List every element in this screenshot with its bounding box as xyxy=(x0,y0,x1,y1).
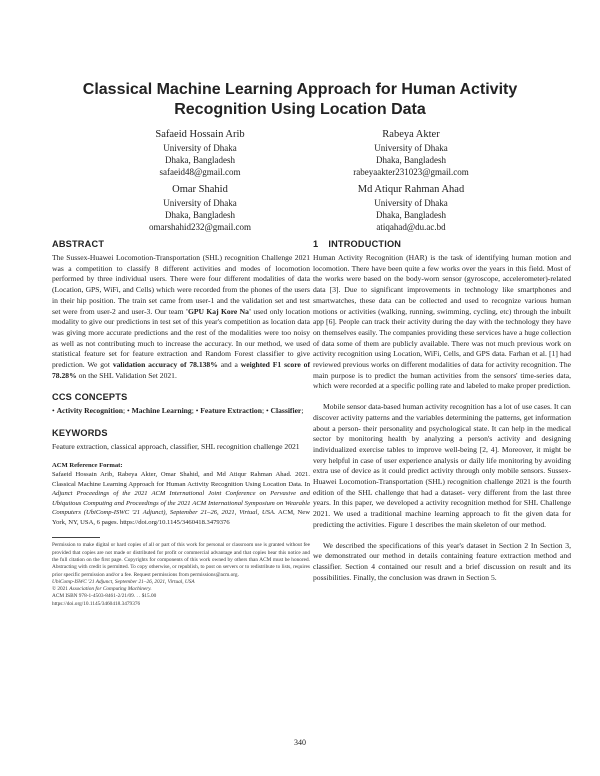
footnote-divider xyxy=(52,537,100,538)
left-column xyxy=(52,238,310,608)
author-email: safaeid48@gmail.com xyxy=(159,167,241,177)
intro-paragraph-1: Human Activity Recognition (HAR) is the task of identifying human motion and locomotion. There have been quite a few works over the years in this field. Most of the works were based on the body-worn sensor (gyroscope, accelerometer)-related data [3]. Due to significant improvements in technology like smartphones and smartwatches, these data can be collected and used to recognize various human motions or activities (walking, running, swimming, cycling, etc) through the inbuilt app [6]. People can track their activity during the day with the technology they have on themselves easily. The companies providing these services have a huge collection of data some of them are publicly available. There was not much previous work on activity recognition using Location, WiFi, Cells, and GPS data. Farhan et al. [1] had reviewed previous works on different modalities of data for activity recognition. The main purpose is to predict the human activities from the sensors' time-series data, which were recorded at a specific polling rate and labeled to make proper prediction. xyxy=(313,253,571,391)
introduction-heading: 1 INTRODUCTION xyxy=(313,239,402,249)
acm-reference: ACM Reference Format: Safaeid Hossain Arib, Rabeya Akter, Omar Shahid, and Md Atiqur Rahman Ahad. 2021. Classical Machine Learning Approach for Human Activity Recognition Using Location Data. In Adjunct Proceedings of the 2021 ACM International Joint Conference on Pervasive and Ubiquitous Computing and Proceedings of the 2021 ACM International Symposium on Wearable Computers (UbiComp-ISWC '21 Adjunct), September 21–26, 2021, Virtual, USA. ACM, New York, NY, USA, 6 pages. https://doi.org/10.1145/3460418.3479376 xyxy=(52,461,310,526)
author-email: atiqahad@du.ac.bd xyxy=(376,222,446,232)
weighted-f1: weighted F1 score of 78.28% xyxy=(52,360,310,380)
paper-title xyxy=(40,80,560,120)
author-affiliation: University of Dhaka xyxy=(163,143,237,153)
abstract-text: The Sussex-Huawei Locomotion-Transportation (SHL) recognition Challenge 2021 was a competition to classify 8 different activities and modes of locomotion performed by three individual users. There were four different modalities of data (Location, GPS, WiFi, and Cells) which were recorded from the phones of the users in their hip position. The train set came from user-1 and the validation set and test set were from user-2 and user-3. Our team 'GPU Kaj Kore Na' used only location modality to give our predictions in test set of this year's competition as location data was giving more accurate predictions and the rest of the modalities were too noisy as well as not contributing much to increase the accuracy. In our method, we used statistical feature set for feature extraction and Random Forest classifier to give prediction. We got validation accuracy of 78.138% and a weighted F1 score of 78.28% on the SHL Validation Set 2021. xyxy=(52,253,311,380)
intro-paragraph-2: Mobile sensor data-based human activity recognition has a lot of use cases. It can discover activity patterns and the variables determining the patterns, get information about a person- their personality and psychological state. It can help in the medical sector by monitoring health by analyzing a person's activity and designing individualized exercise tables to improve well-being [2, 4]. Moreover, it might be very helpful in case of user experience analysis or daily life monitoring by avoiding extra use of device as it could predict activity through only mobile sensors. Sussex-Huawei Locomotion-Transportation (SHL) recognition challenge 2021 is the fourth edition of the SHL challenge that had a dataset- very different from the last three years. In this paper, we developed a activity recognition method for SHL Challenge 2021. We used a traditional machine learning approach to fit the given data for predicting the activities. Figure 1 describes the main skeleton of our method. xyxy=(313,402,571,529)
author-name: Rabeya Akter xyxy=(382,129,440,140)
team-name: 'GPU Kaj Kore Na' xyxy=(185,306,252,316)
author-block-3 xyxy=(100,183,300,233)
author-block-2 xyxy=(311,128,511,178)
keywords-text: Feature extraction, classical approach, classifier, SHL recognition challenge 2021 xyxy=(52,442,300,452)
permission-footnote: Permission to make digital or hard copies of all or part of this work for personal or classroom use is granted without fee provided that copies are not made or distributed for profit or commercial advantage and that copies bear this notice and the full citation on the first page. Copyrights for components of this work owned by others than ACM must be honored. Abstracting with credit is permitted. To copy otherwise, or republish, to post on servers or to redistribute to lists, requires prior specific permission and/or a fee. Request permissions from permissions@acm.org. UbiComp-ISWC '21 Adjunct, September 21–26, 2021, Virtual, USA © 2021 Association for Computing Machinery. ACM ISBN 978-1-4503-8461-2/21/09. . . $15.00 https://doi.org/10.1145/3460418.3479376 xyxy=(52,542,310,607)
author-location: Dhaka, Bangladesh xyxy=(165,210,235,220)
author-block-4 xyxy=(311,183,511,233)
title-line-1: Classical Machine Learning Approach for Human Activity xyxy=(82,81,518,98)
ccs-concepts: • Activity Recognition; • Machine Learning; • Feature Extraction; • Classifier; xyxy=(52,406,304,416)
author-name: Md Atiqur Rahman Ahad xyxy=(357,184,465,195)
author-name: Omar Shahid xyxy=(172,184,228,195)
validation-accuracy: validation accuracy of 78.138% xyxy=(112,360,218,370)
author-name: Safaeid Hossain Arib xyxy=(155,129,245,140)
intro-paragraph-3: We described the specifications of this year's dataset in Section 2 In Section 3, we demonstrated our method in details containing feature extraction method and classifier. Section 4 contained our result and a brief discussion on result and its possibilities. Finally, the conclusion was drawn in Section 5. xyxy=(313,540,571,582)
acm-reference-label: ACM Reference Format: xyxy=(52,461,123,469)
author-affiliation: University of Dhaka xyxy=(374,143,448,153)
author-email: omarshahid232@gmail.com xyxy=(148,222,252,232)
author-block-1 xyxy=(100,128,300,178)
abstract-heading: ABSTRACT xyxy=(52,239,105,249)
right-column xyxy=(313,238,571,583)
author-email: rabeyaakter231023@gmail.com xyxy=(353,167,469,177)
author-affiliation: University of Dhaka xyxy=(374,198,448,208)
doi-link[interactable]: https://doi.org/10.1145/3460418.3479376 xyxy=(52,600,141,607)
ccs-heading: CCS CONCEPTS xyxy=(52,392,128,403)
author-location: Dhaka, Bangladesh xyxy=(165,155,235,165)
keywords-heading: KEYWORDS xyxy=(52,428,108,439)
author-location: Dhaka, Bangladesh xyxy=(376,210,446,220)
author-affiliation: University of Dhaka xyxy=(163,198,237,208)
page-number: 340 xyxy=(294,738,306,747)
author-location: Dhaka, Bangladesh xyxy=(376,155,446,165)
title-line-2: Recognition Using Location Data xyxy=(174,101,426,118)
